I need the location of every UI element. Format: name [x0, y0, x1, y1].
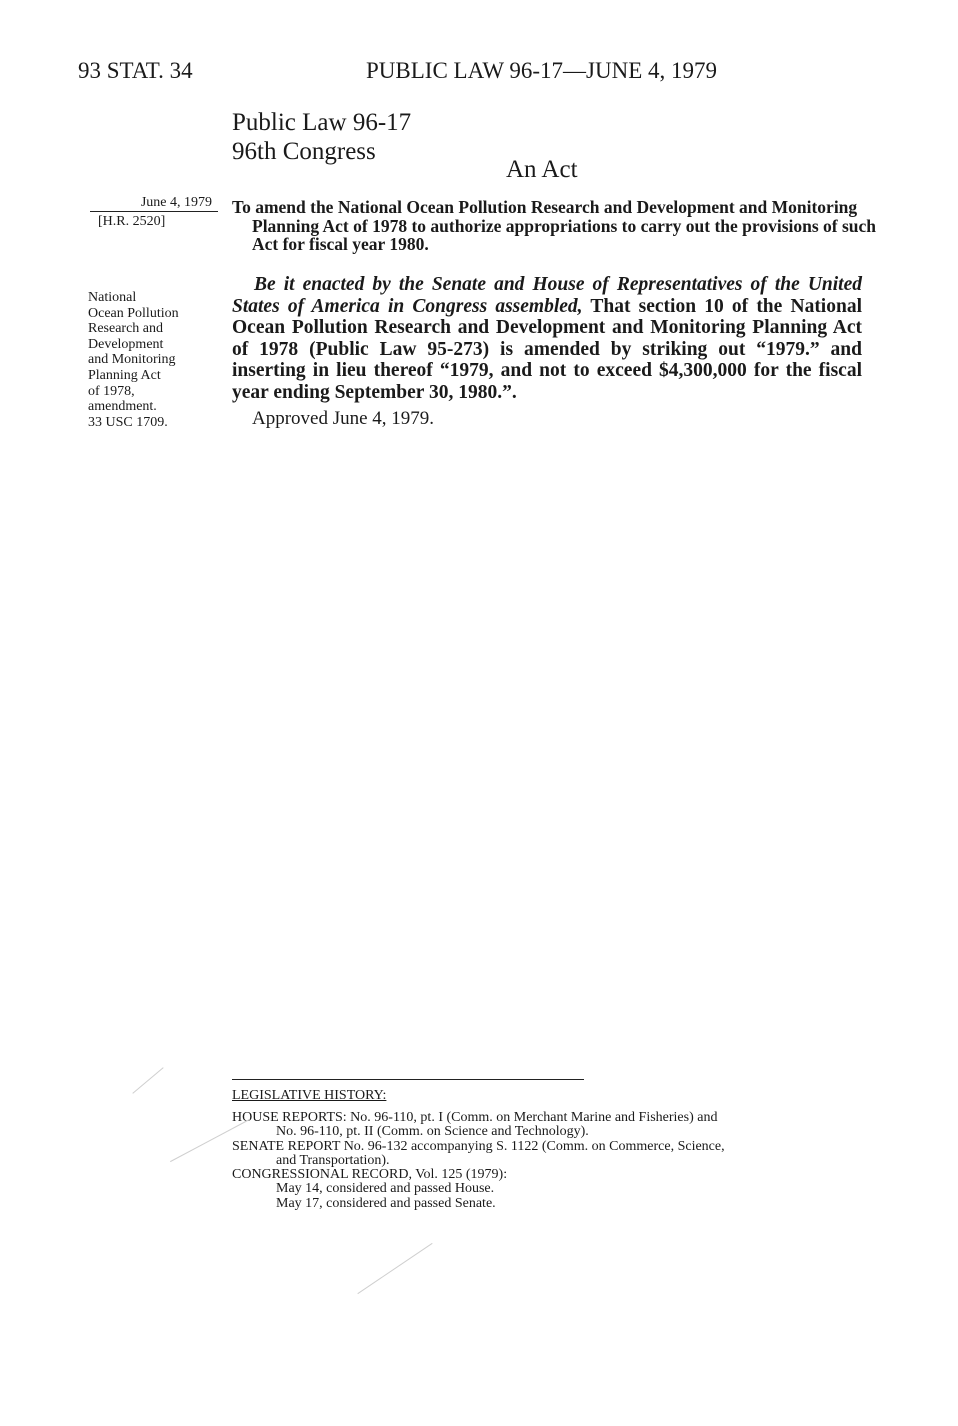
- scan-mark: [357, 1243, 432, 1294]
- house-reports: HOUSE REPORTS: No. 96-110, pt. I (Comm. on Merchant Marine and Fisheries) and: [232, 1110, 718, 1125]
- history-divider: [232, 1079, 584, 1080]
- house-reports-continued: No. 96-110, pt. II (Comm. on Science and Technology).: [276, 1124, 589, 1140]
- senate-report-continued: and Transportation).: [276, 1152, 390, 1168]
- page-number: 93 STAT. 34: [78, 58, 193, 83]
- section-text: That section 10 of the National Ocean Pollution Research and Development and Monitoring Planning Act of 1978 (Public Law 95-273) is amended by striking out “1979.” and inserting in lieu thereof “1979, and not to exceed $4,300,000 for the fiscal year ending September 30, 1980.”.: [232, 295, 862, 403]
- legislative-history: [232, 1111, 872, 1211]
- sidenote-line: amendment.: [88, 399, 157, 415]
- running-head: PUBLIC LAW 96-17—JUNE 4, 1979: [366, 58, 718, 83]
- sidenote-line: 33 USC 1709.: [88, 414, 168, 430]
- legislative-history-heading: LEGISLATIVE HISTORY:: [232, 1088, 387, 1103]
- sidenote-line: Research and: [88, 321, 164, 337]
- sidenote-line: Development: [88, 336, 164, 352]
- sidenote-line: and Monitoring: [88, 352, 176, 368]
- act-label: An Act: [506, 156, 578, 183]
- record-entry: May 14, considered and passed House.: [276, 1181, 495, 1197]
- sidenote-line: Ocean Pollution: [88, 305, 179, 321]
- subject-sidenote: [88, 290, 218, 430]
- enacting-clause: Be it enacted by the Senate and House of Representatives of the United States of America in Congress assembled,: [232, 274, 862, 317]
- bill-number: [H.R. 2520]: [98, 214, 166, 229]
- scan-mark: [132, 1067, 163, 1093]
- enacting-section: [232, 274, 862, 403]
- date-sidenote: [90, 194, 218, 232]
- senate-report: SENATE REPORT No. 96-132 accompanying S. 1122 (Comm. on Commerce, Science,: [232, 1138, 725, 1154]
- sidenote-line: National: [88, 290, 137, 305]
- record-entry: May 17, considered and passed Senate.: [276, 1195, 496, 1211]
- congressional-record: CONGRESSIONAL RECORD, Vol. 125 (1979):: [232, 1167, 508, 1183]
- sidenote-line: Planning Act: [88, 367, 161, 383]
- enactment-date: June 4, 1979: [90, 194, 218, 212]
- law-title: [232, 108, 411, 166]
- purpose-clause: To amend the National Ocean Pollution Research and Development and Monitoring Planning Act of 1978 to authorize appropriations to carry out the provisions of such Act for fiscal year 1980.: [232, 197, 877, 254]
- congress-number: 96th Congress: [232, 138, 376, 165]
- sidenote-line: of 1978,: [88, 383, 135, 399]
- approval-line: Approved June 4, 1979.: [252, 408, 435, 429]
- public-law-number: Public Law 96-17: [232, 109, 412, 136]
